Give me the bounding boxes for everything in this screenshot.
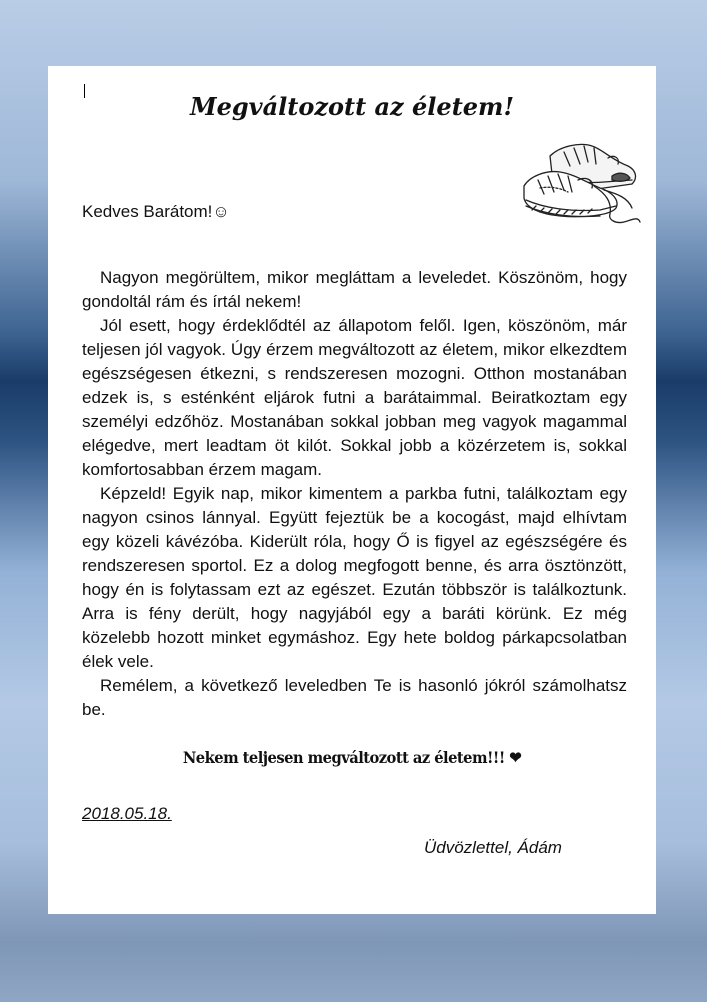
letter-signature: Üdvözlettel, Ádám — [424, 838, 562, 857]
letter-page — [48, 66, 656, 914]
letter-title: Megváltozott az életem! — [190, 92, 514, 121]
paragraph: Jól esett, hogy érdeklődtél az állapotom felől. Igen, köszönöm, már teljesen jól vagyok. Úgy érzem megváltozott az életem, mikor elkezdtem egészségesen étkezni, s rendszeresen mozogni. Otthon mostanában edzek is, s esténként eljárok futni a barátaimmal. Beiratkoztam egy személyi edzőhöz. Mostanában sokkal jobban meg vagyok magammal elégedve, mert leadtam öt kilót. Sokkal jobb a közérzetem is, sokkal komfortosabban érzem magam. — [82, 316, 627, 479]
letter-date: 2018.05.18. — [82, 804, 172, 823]
letter-body — [82, 266, 627, 722]
paragraph: Remélem, a következő leveledben Te is hasonló jókról számolhatsz be. — [82, 676, 627, 719]
heart-icon: ❤ — [509, 748, 522, 767]
letter-greeting: Kedves Barátom!☺ — [82, 202, 230, 221]
emphasis-text: Nekem teljesen megváltozott az életem!!! — [182, 748, 505, 767]
running-shoes-icon — [520, 136, 646, 228]
paragraph: Nagyon megörültem, mikor megláttam a leveledet. Köszönöm, hogy gondoltál rám és írtál nekem! — [82, 268, 627, 311]
paragraph: Képzeld! Egyik nap, mikor kimentem a parkba futni, találkoztam egy nagyon csinos lánnyal. Együtt fejeztük be a kocogást, majd elhívtam egy közeli kávézóba. Kiderült róla, hogy Ő is figyel az egészségére és rendszeresen sportol. Ez a dolog megfogott benne, és arra ösztönzött, hogy én is folytassam ezt az egészet. Ezután többször is találkoztunk. Arra is fény derült, hogy nagyjából egy a baráti körünk. Ez még közelebb hozott minket egymáshoz. Egy hete boldog párkapcsolatban élek vele. — [82, 484, 627, 671]
emphasis-line — [72, 748, 631, 767]
